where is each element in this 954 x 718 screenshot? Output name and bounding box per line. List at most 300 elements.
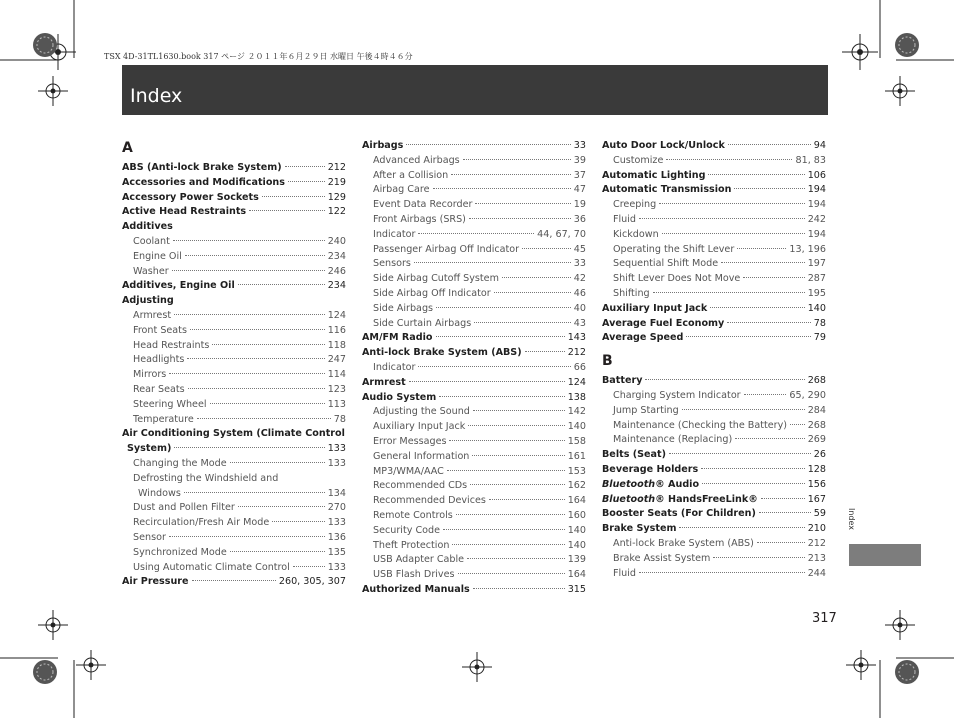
dot-leader: [187, 358, 324, 359]
index-header-banner: [122, 65, 828, 115]
dot-leader: [414, 262, 571, 263]
entry-page-ref[interactable]: 133: [327, 457, 346, 469]
entry-term: Fluid: [613, 567, 637, 579]
dot-leader: [743, 277, 804, 278]
entry-term: Sensors: [373, 258, 411, 270]
dot-leader: [169, 536, 325, 537]
index-entry: [362, 568, 586, 583]
dot-leader: [790, 424, 805, 425]
entry-page-ref[interactable]: 242: [807, 213, 826, 225]
entry-term: Average Speed: [602, 332, 684, 344]
entry-term: Armrest: [362, 376, 406, 388]
index-entry: [122, 413, 346, 428]
entry-term: Auxiliary Input Jack: [602, 302, 708, 314]
entry-term: Headlights: [133, 354, 185, 366]
dot-leader: [451, 174, 571, 175]
entry-term-rest: ® HandsFreeLink®: [655, 493, 758, 505]
entry-term: Accessories and Modifications: [122, 176, 285, 188]
entry-term: Auto Door Lock/Unlock: [602, 140, 725, 151]
index-entry: [362, 435, 586, 450]
dot-leader: [682, 409, 805, 410]
entry-page-ref[interactable]: 43: [573, 317, 586, 329]
entry-page-ref[interactable]: 46: [573, 287, 586, 299]
entry-page-ref[interactable]: 194: [807, 184, 826, 196]
dot-leader: [288, 181, 325, 182]
index-entry: [362, 465, 586, 480]
entry-page-ref[interactable]: 268: [807, 375, 826, 387]
entry-page-ref[interactable]: 195: [807, 287, 826, 299]
dot-leader: [710, 307, 804, 308]
dot-leader: [230, 551, 325, 552]
entry-page-ref[interactable]: 39: [573, 154, 586, 166]
index-entry: [362, 198, 586, 213]
dot-leader: [188, 388, 325, 389]
index-entry: [362, 213, 586, 228]
entry-term: Coolant: [133, 235, 170, 247]
entry-page-ref[interactable]: 65, 290: [789, 389, 826, 401]
index-entry: [602, 169, 826, 184]
index-entry: [362, 243, 586, 258]
index-entry: [602, 374, 826, 389]
entry-page-ref[interactable]: 122: [327, 206, 346, 218]
index-entry: [602, 552, 826, 567]
entry-term: Maintenance (Checking the Battery): [613, 419, 788, 431]
entry-term: Windows: [138, 487, 181, 499]
entry-page-ref[interactable]: 161: [567, 450, 586, 462]
index-entry: [122, 309, 346, 324]
entry-term: Rear Seats: [133, 383, 185, 395]
dot-leader: [701, 468, 804, 469]
entry-page-ref[interactable]: 37: [573, 169, 586, 181]
entry-page-ref[interactable]: 158: [567, 435, 586, 447]
entry-page-ref[interactable]: 136: [327, 531, 346, 543]
entry-term: Customize: [613, 154, 664, 166]
index-column-1: [122, 139, 346, 590]
index-side-tab[interactable]: [849, 544, 921, 566]
dot-leader: [757, 542, 805, 543]
entry-page-ref[interactable]: 140: [807, 302, 826, 314]
entry-term: Air Pressure: [122, 576, 189, 588]
index-entry: [122, 575, 346, 590]
entry-page-ref[interactable]: 246: [327, 265, 346, 277]
entry-term: ABS (Anti-lock Brake System): [122, 162, 282, 173]
entry-term: After a Collision: [373, 169, 449, 181]
index-entry: [602, 493, 826, 508]
entry-page-ref[interactable]: 33: [573, 258, 586, 270]
dot-leader: [469, 218, 571, 219]
entry-page-ref[interactable]: 234: [327, 250, 346, 262]
entry-page-ref[interactable]: 78: [333, 413, 346, 425]
entry-term: Front Airbags (SRS): [373, 213, 466, 225]
entry-page-ref[interactable]: 269: [807, 434, 826, 446]
entry-term: Side Curtain Airbags: [373, 317, 472, 329]
entry-term: Side Airbags: [373, 302, 434, 314]
entry-page-ref[interactable]: 143: [567, 332, 586, 344]
entry-term: Adjusting the Sound: [373, 406, 470, 418]
entry-page-ref[interactable]: 42: [573, 273, 586, 285]
index-entry: [602, 302, 826, 317]
entry-term-italic: Bluetooth: [602, 493, 656, 505]
dot-leader: [190, 329, 325, 330]
dot-leader: [418, 233, 534, 234]
index-entry: [602, 448, 826, 463]
entry-page-ref[interactable]: 19: [573, 199, 586, 211]
dot-leader: [713, 557, 804, 558]
entry-page-ref[interactable]: 160: [567, 509, 586, 521]
index-entry: [362, 553, 586, 568]
dot-leader: [192, 580, 276, 581]
entry-term: Synchronized Mode: [133, 546, 227, 558]
index-entry: [362, 539, 586, 554]
entry-term: Indicator: [373, 361, 416, 373]
dot-leader: [473, 588, 565, 589]
dot-leader: [761, 498, 805, 499]
index-entry: [602, 139, 826, 154]
entry-page-ref[interactable]: 260, 305, 307: [278, 576, 346, 588]
index-entry: [362, 509, 586, 524]
dot-leader: [473, 410, 565, 411]
index-column-2: [362, 139, 586, 598]
entry-term: Defrosting the Windshield and: [133, 472, 279, 484]
index-entry: [362, 450, 586, 465]
entry-page-ref[interactable]: 284: [807, 404, 826, 416]
entry-page-ref[interactable]: 138: [567, 391, 586, 403]
index-entry: [602, 537, 826, 552]
index-entry: [362, 376, 586, 391]
entry-page-ref[interactable]: 194: [807, 228, 826, 240]
entry-page-ref[interactable]: 13, 196: [789, 243, 826, 255]
dot-leader: [686, 336, 810, 337]
dot-leader: [494, 292, 571, 293]
entry-page-ref[interactable]: 270: [327, 502, 346, 514]
index-entry: [362, 391, 586, 406]
entry-page-ref[interactable]: 128: [807, 463, 826, 475]
entry-page-ref[interactable]: 164: [567, 495, 586, 507]
entry-term: USB Flash Drives: [373, 569, 455, 581]
page-number: 317: [812, 611, 837, 626]
index-entry: [362, 139, 586, 154]
index-entry: [122, 383, 346, 398]
dot-leader: [468, 425, 564, 426]
entry-term: Operating the Shift Lever: [613, 243, 735, 255]
dot-leader: [666, 159, 792, 160]
dot-leader: [230, 462, 325, 463]
entry-page-ref[interactable]: 135: [327, 546, 346, 558]
dot-leader: [659, 203, 805, 204]
dot-leader: [489, 499, 565, 500]
entry-page-ref[interactable]: 118: [327, 339, 346, 351]
dot-leader: [439, 396, 564, 397]
index-entry: [122, 250, 346, 265]
entry-page-ref[interactable]: 156: [807, 478, 826, 490]
dot-leader: [443, 529, 565, 530]
entry-page-ref[interactable]: 78: [813, 317, 826, 329]
dot-leader: [174, 314, 325, 315]
entry-page-ref[interactable]: 219: [327, 176, 346, 188]
entry-term: Advanced Airbags: [373, 154, 460, 166]
entry-term: Security Code: [373, 524, 441, 536]
dot-leader: [249, 210, 325, 211]
entry-term: Washer: [133, 265, 169, 277]
dot-leader: [525, 351, 565, 352]
index-entry: [362, 331, 586, 346]
dot-leader: [238, 284, 325, 285]
dot-leader: [174, 447, 324, 448]
entry-page-ref[interactable]: 210: [807, 523, 826, 535]
entry-page-ref[interactable]: 140: [567, 524, 586, 536]
entry-page-ref[interactable]: 153: [567, 465, 586, 477]
dot-leader: [470, 484, 565, 485]
page-title: Index: [130, 85, 183, 107]
entry-term: USB Adapter Cable: [373, 554, 465, 566]
entry-page-ref[interactable]: 114: [327, 369, 346, 381]
entry-term: Automatic Lighting: [602, 169, 706, 181]
entry-term: Sequential Shift Mode: [613, 258, 719, 270]
entry-page-ref[interactable]: 133: [327, 443, 346, 455]
index-entry: [122, 279, 346, 294]
dot-leader: [173, 240, 325, 241]
entry-term: Anti-lock Brake System (ABS): [362, 347, 522, 359]
index-entry: [122, 235, 346, 250]
entry-term: Anti-lock Brake System (ABS): [613, 537, 754, 549]
entry-page-ref[interactable]: 134: [327, 487, 346, 499]
entry-page-ref[interactable]: 47: [573, 184, 586, 196]
entry-page-ref[interactable]: 142: [567, 406, 586, 418]
dot-leader: [447, 470, 565, 471]
index-entry: [602, 317, 826, 332]
index-entry: [602, 243, 826, 258]
dot-leader: [669, 453, 811, 454]
dot-leader: [185, 255, 325, 256]
entry-term: Sensor: [133, 531, 166, 543]
entry-page-ref[interactable]: 194: [807, 199, 826, 211]
entry-term: General Information: [373, 450, 470, 462]
dot-leader: [458, 573, 565, 574]
index-entry: [602, 257, 826, 272]
entry-term: Recommended Devices: [373, 495, 486, 507]
dot-leader: [522, 248, 571, 249]
index-entry: [122, 368, 346, 383]
index-entry: [122, 427, 346, 442]
entry-page-ref[interactable]: 133: [327, 517, 346, 529]
entry-page-ref[interactable]: 59: [813, 508, 826, 520]
index-entry: [602, 478, 826, 493]
entry-term: Mirrors: [133, 369, 167, 381]
dot-leader: [238, 506, 325, 507]
entry-page-ref[interactable]: 268: [807, 419, 826, 431]
entry-term: Maintenance (Replacing): [613, 434, 733, 446]
index-entry: [362, 361, 586, 376]
index-entry: [602, 433, 826, 448]
entry-page-ref[interactable]: 124: [567, 376, 586, 388]
dot-leader: [475, 203, 570, 204]
index-entry: [122, 265, 346, 280]
dot-leader: [449, 440, 564, 441]
entry-page-ref[interactable]: 167: [807, 493, 826, 505]
entry-term: [602, 478, 699, 493]
entry-page-ref[interactable]: 116: [327, 324, 346, 336]
index-entry: [122, 220, 346, 235]
index-entry: [362, 405, 586, 420]
entries-list: [122, 161, 346, 590]
entry-page-ref[interactable]: 40: [573, 302, 586, 314]
entry-page-ref[interactable]: 164: [567, 569, 586, 581]
entry-page-ref[interactable]: 94: [813, 140, 826, 151]
index-entry: [602, 198, 826, 213]
index-entry: [602, 183, 826, 198]
entry-term: Indicator: [373, 228, 416, 240]
index-entry: [362, 420, 586, 435]
dot-leader: [169, 373, 324, 374]
entry-page-ref[interactable]: 45: [573, 243, 586, 255]
index-entry: [122, 398, 346, 413]
dot-leader: [645, 379, 804, 380]
entry-page-ref[interactable]: 140: [567, 539, 586, 551]
dot-leader: [639, 572, 805, 573]
entry-term: Theft Protection: [373, 539, 450, 551]
index-entry: [602, 389, 826, 404]
entry-page-ref[interactable]: 234: [327, 280, 346, 292]
entry-page-ref[interactable]: 26: [813, 449, 826, 461]
dot-leader: [406, 144, 570, 145]
entry-page-ref[interactable]: 212: [567, 347, 586, 359]
index-entry: [602, 507, 826, 522]
entry-page-ref[interactable]: 162: [567, 480, 586, 492]
entry-term: Steering Wheel: [133, 398, 207, 410]
section-letter: A: [122, 140, 133, 156]
entry-term: Booster Seats (For Children): [602, 508, 756, 520]
dot-leader: [734, 188, 804, 189]
dot-leader: [744, 394, 787, 395]
index-entry: [122, 191, 346, 206]
dot-leader: [197, 418, 331, 419]
entry-page-ref[interactable]: 79: [813, 332, 826, 344]
section-letter: B: [602, 353, 613, 370]
entry-term: AM/FM Radio: [362, 332, 433, 344]
entry-page-ref[interactable]: 213: [807, 552, 826, 564]
index-entry: [122, 176, 346, 191]
entry-page-ref[interactable]: 139: [567, 554, 586, 566]
index-entry: [122, 516, 346, 531]
dot-leader: [456, 514, 565, 515]
entry-term: Authorized Manuals: [362, 583, 470, 595]
index-entry: [122, 442, 346, 457]
side-tab-label: Index: [847, 508, 856, 531]
entry-page-ref[interactable]: 124: [327, 309, 346, 321]
dot-leader: [418, 366, 570, 367]
entry-page-ref[interactable]: 106: [807, 169, 826, 181]
entry-page-ref[interactable]: 133: [327, 561, 346, 573]
entry-term: Automatic Transmission: [602, 184, 732, 196]
dot-leader: [463, 159, 571, 160]
entry-term: Event Data Recorder: [373, 199, 473, 211]
entry-page-ref[interactable]: 129: [327, 191, 346, 203]
index-entry: [602, 213, 826, 228]
entry-page-ref[interactable]: 315: [567, 583, 586, 595]
entry-term: Air Conditioning System (Climate Control: [122, 428, 345, 440]
entry-page-ref[interactable]: 287: [807, 273, 826, 285]
entry-term: MP3/WMA/AAC: [373, 465, 444, 477]
entry-term: Recirculation/Fresh Air Mode: [133, 517, 270, 529]
dot-leader: [293, 566, 325, 567]
entry-page-ref[interactable]: 44, 67, 70: [537, 228, 586, 240]
entry-term: System): [127, 443, 172, 455]
dot-leader: [679, 527, 804, 528]
dot-leader: [639, 218, 805, 219]
index-entry: [602, 272, 826, 287]
entry-page-ref[interactable]: 247: [327, 354, 346, 366]
entry-term: Brake System: [602, 523, 677, 535]
entry-term: Audio System: [362, 391, 437, 403]
dot-leader: [737, 248, 786, 249]
entry-term: Battery: [602, 375, 643, 387]
index-entry: [122, 324, 346, 339]
entry-term: Creeping: [613, 199, 657, 211]
entry-page-ref[interactable]: 212: [807, 537, 826, 549]
entry-term: Accessory Power Sockets: [122, 191, 259, 203]
entry-page-ref[interactable]: 240: [327, 235, 346, 247]
dot-leader: [172, 270, 325, 271]
dot-leader: [662, 233, 805, 234]
entry-term: Shifting: [613, 287, 650, 299]
entry-term: Kickdown: [613, 228, 659, 240]
entry-term: Additives, Engine Oil: [122, 280, 235, 292]
dot-leader: [436, 336, 565, 337]
index-entry: [122, 457, 346, 472]
entry-term: Average Fuel Economy: [602, 317, 725, 329]
dot-leader: [472, 455, 564, 456]
entry-term: Adjusting: [122, 295, 174, 307]
entry-page-ref[interactable]: 140: [567, 421, 586, 433]
entry-term: Recommended CDs: [373, 480, 468, 492]
index-entry: [602, 463, 826, 478]
entry-term: Airbags: [362, 140, 404, 151]
dot-leader: [452, 544, 564, 545]
dot-leader: [467, 558, 565, 559]
entry-page-ref[interactable]: 33: [573, 140, 586, 151]
entry-term: Airbag Care: [373, 184, 430, 196]
dot-leader: [212, 344, 324, 345]
index-entry: [602, 404, 826, 419]
entry-page-ref[interactable]: 81, 83: [795, 154, 826, 166]
index-entry: [122, 339, 346, 354]
entries-list: [602, 139, 826, 346]
entry-term: Additives: [122, 221, 173, 233]
dot-leader: [409, 381, 565, 382]
entry-term: Shift Lever Does Not Move: [613, 273, 741, 285]
entry-term: Engine Oil: [133, 250, 182, 262]
index-entry: [362, 257, 586, 272]
index-entry: [362, 169, 586, 184]
dot-leader: [285, 166, 325, 167]
entry-page-ref[interactable]: 244: [807, 567, 826, 579]
index-entry: [362, 524, 586, 539]
index-entry: [362, 154, 586, 169]
entry-page-ref[interactable]: 36: [573, 213, 586, 225]
dot-leader: [272, 521, 324, 522]
entry-page-ref[interactable]: 66: [573, 361, 586, 373]
print-file-info: TSX 4D-31TL1630.book 317 ページ ２０１１年６月２９日 水曜日 午後４時４６分: [104, 52, 413, 61]
entry-page-ref[interactable]: 123: [327, 383, 346, 395]
entry-page-ref[interactable]: 212: [327, 162, 346, 173]
entry-term: Error Messages: [373, 435, 447, 447]
dot-leader: [210, 403, 325, 404]
entry-page-ref[interactable]: 113: [327, 398, 346, 410]
entry-page-ref[interactable]: 197: [807, 258, 826, 270]
index-entry: [362, 479, 586, 494]
entry-term: Beverage Holders: [602, 463, 699, 475]
index-entry: [602, 287, 826, 302]
